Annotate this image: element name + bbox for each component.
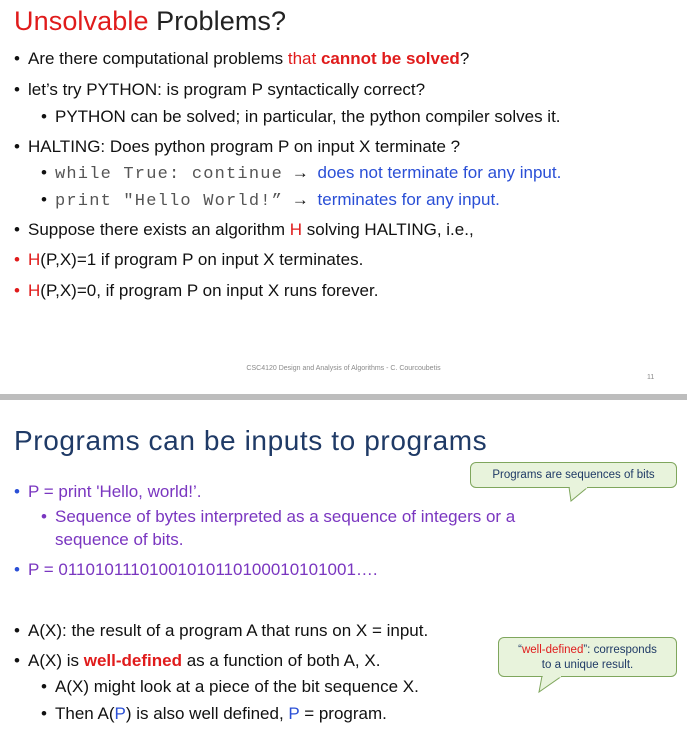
bullet-computational-problems: • Are there computational problems that cannot be solved? — [14, 49, 470, 68]
arrow-icon: → — [291, 163, 309, 182]
sub-bullet-ap-well-defined: • Then A(P) is also well defined, P = program. — [41, 704, 387, 723]
sub-bullet-ax-piece: • A(X) might look at a piece of the bit sequence X. — [41, 677, 419, 696]
bullet-h-equals-one: • H(P,X)=1 if program P on input X terminates. — [14, 250, 364, 269]
bullet-suppose-algorithm: • Suppose there exists an algorithm H solving HALTING, i.e., — [14, 220, 474, 239]
callout-well-defined: “well-defined”: corresponds to a unique result. — [498, 637, 677, 677]
bullet-p-bits: • P = 01101011101001010110100010101001…. — [14, 560, 378, 579]
bullet-p-print: • P = print 'Hello, world!’. — [14, 482, 202, 501]
bullet-halting: • HALTING: Does python program P on input X terminate ? — [14, 137, 461, 156]
sub-bullet-python-solved: • PYTHON can be solved; in particular, the python compiler solves it. — [41, 107, 561, 126]
callout-tail-icon — [568, 487, 590, 503]
callout-tail-icon — [538, 676, 564, 694]
bullet-h-equals-zero: • H(P,X)=0, if program P on input X runs forever. — [14, 281, 379, 300]
page-number: 11 — [647, 374, 655, 381]
slide-programs-as-inputs — [0, 400, 687, 746]
arrow-icon: → — [291, 190, 309, 209]
sub-bullet-sequence-bytes: • Sequence of bytes interpreted as a sequence of integers or a — [41, 507, 516, 526]
bullet-ax-result: • A(X): the result of a program A that runs on X = input. — [14, 621, 429, 640]
sub-bullet-while-true: • while True: continue → does not terminate for any input. — [41, 163, 562, 184]
slide-title: Programs can be inputs to programs — [14, 425, 488, 456]
bullet-python-syntax: • let’s try PYTHON: is program P syntactically correct? — [14, 80, 426, 99]
sub-bullet-print-hello: • print "Hello World!” → terminates for any input. — [41, 190, 500, 211]
title-unsolvable: Unsolvable — [14, 6, 149, 36]
slide-title — [14, 6, 286, 37]
bullet-ax-well-defined: • A(X) is well-defined as a function of both A, X. — [14, 651, 381, 670]
callout-programs-bits: Programs are sequences of bits — [470, 462, 677, 488]
slide-footer: CSC4120 Design and Analysis of Algorithms - C. Courcoubetis — [246, 365, 441, 372]
sub-bullet-sequence-bits-cont: sequence of bits. — [55, 530, 184, 549]
title-problems: Problems? — [148, 6, 287, 36]
